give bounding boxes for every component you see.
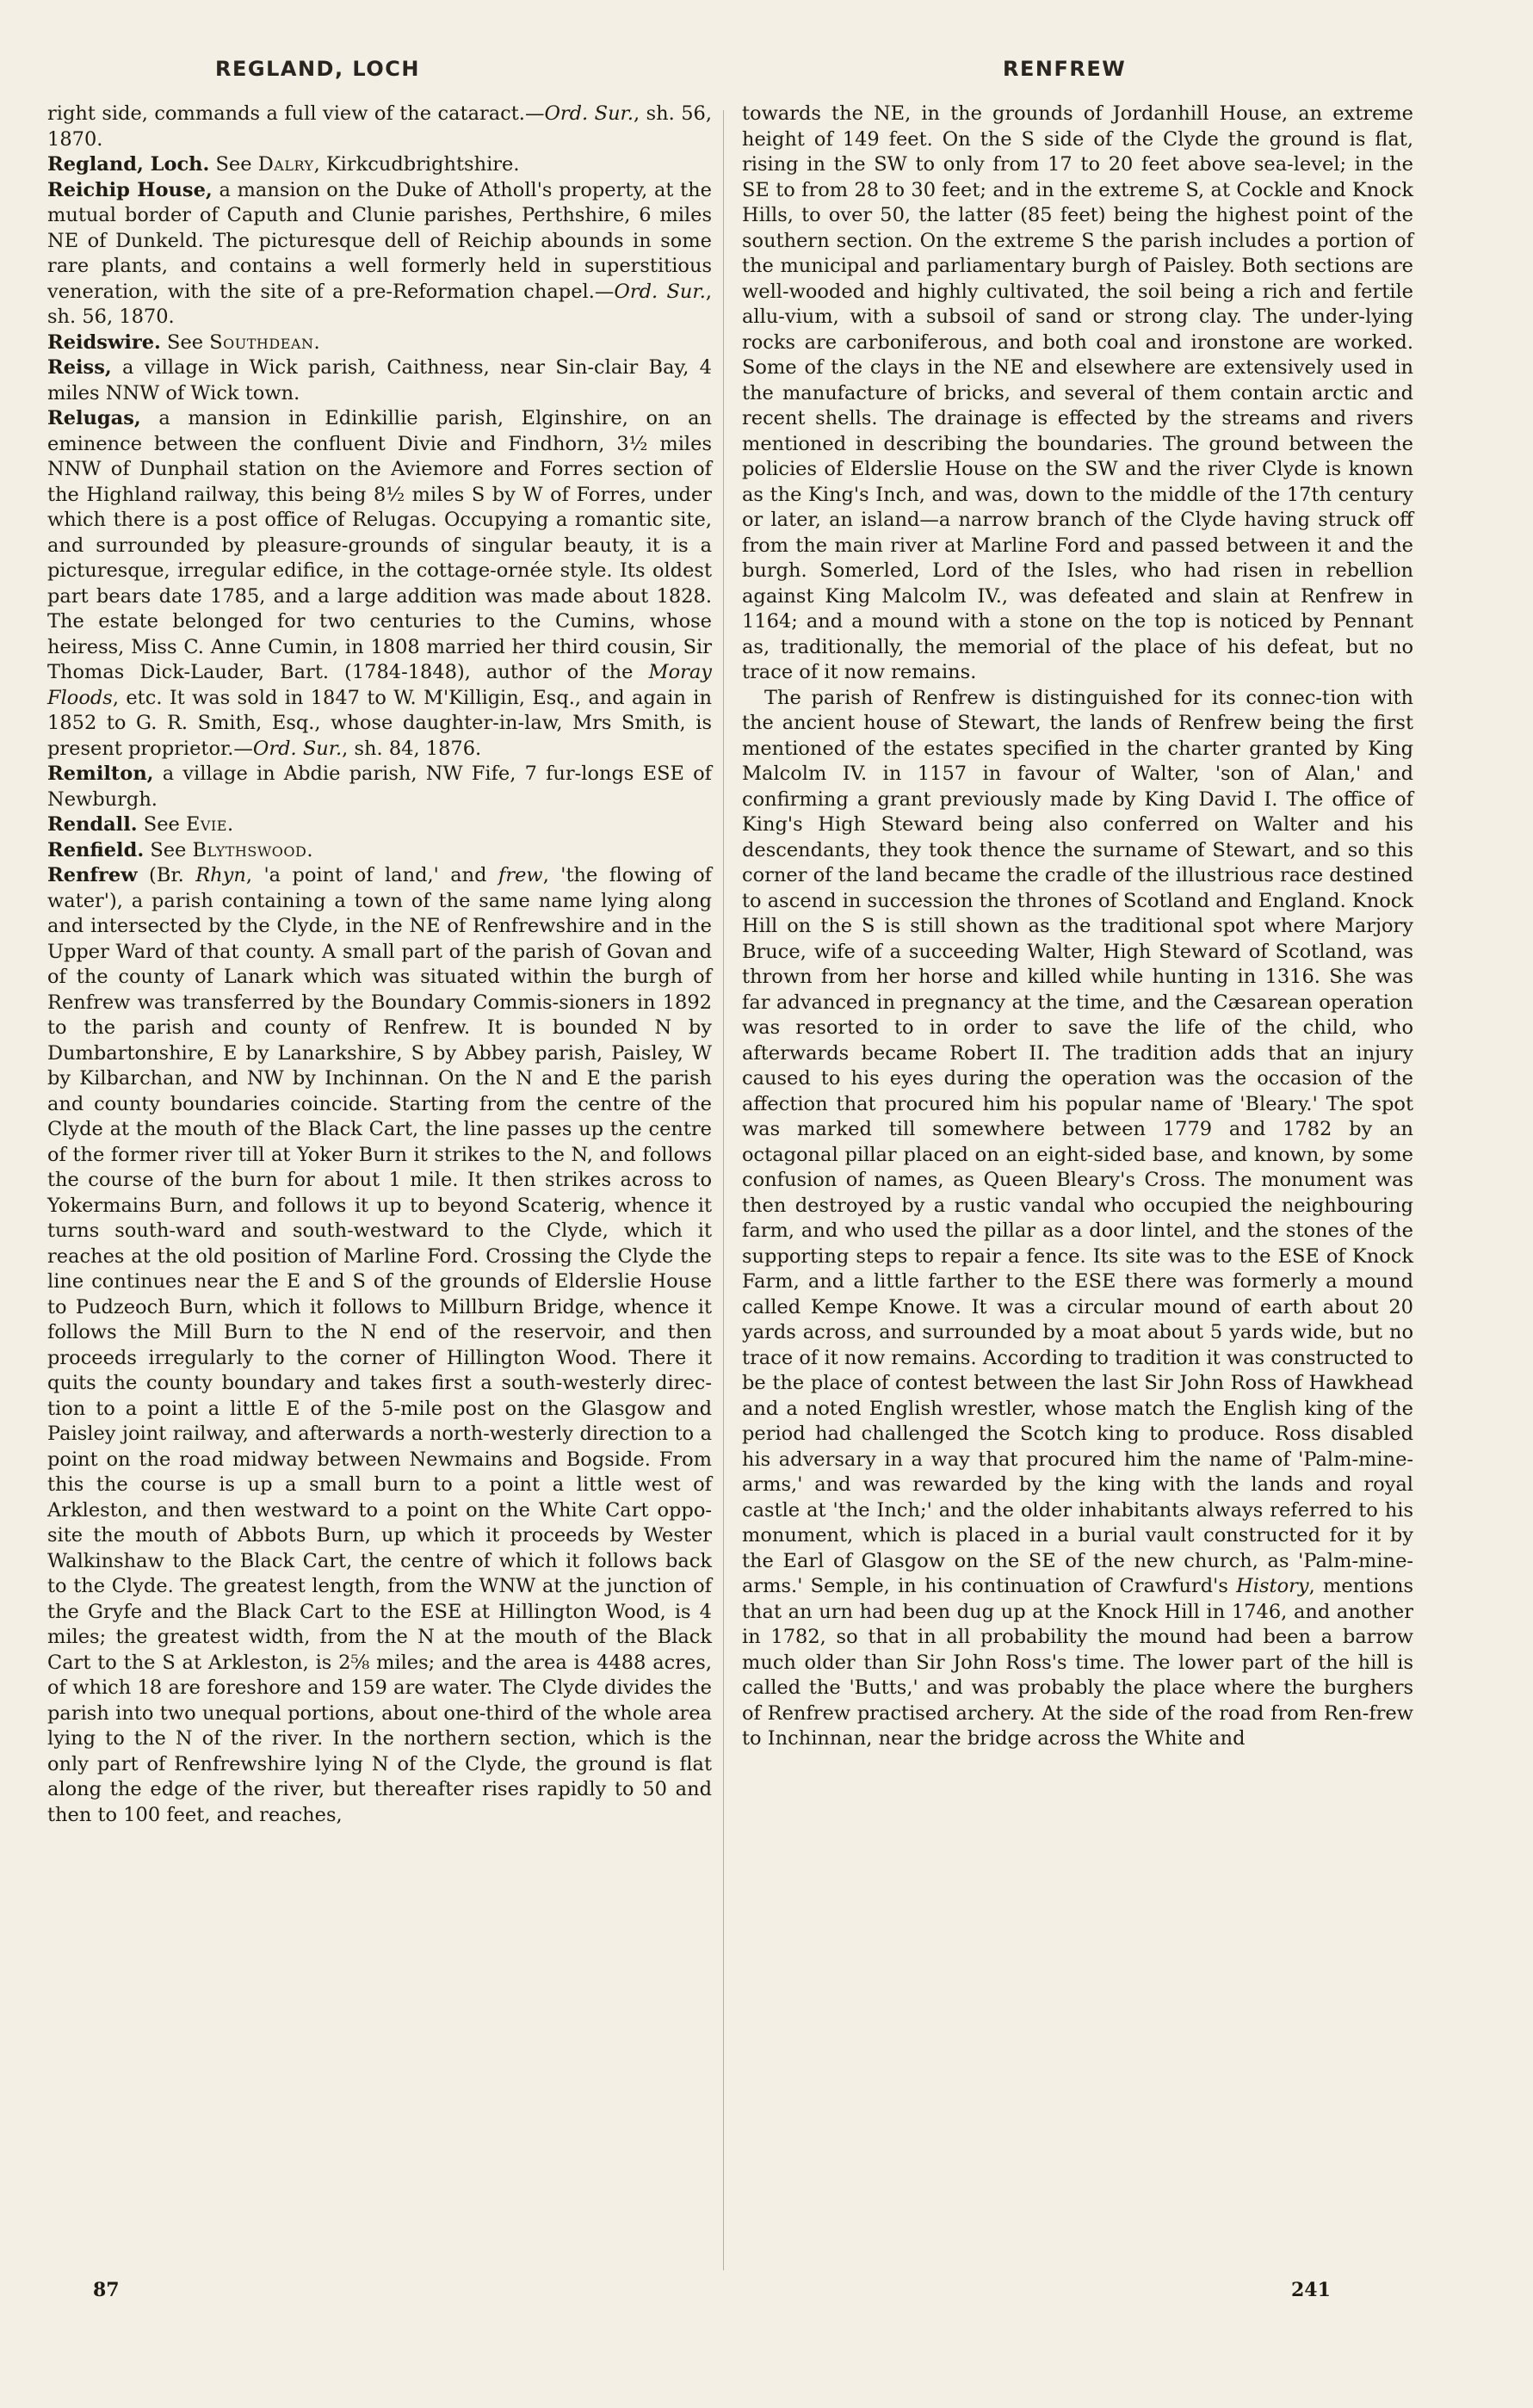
entry-headword: Renfield.: [47, 838, 145, 861]
paragraph: [742, 686, 1413, 1752]
entry-headword: Regland, Loch.: [47, 153, 210, 176]
paragraph: [47, 102, 712, 152]
text-run: , etc. It was sold in 1847 to W. M'Killigin, Esq., and again in 1852 to G. R. Smith, Esq., whose daughter-in-law, Mrs Smith, is present proprietor.—: [47, 686, 712, 760]
text-run: Rhyn: [195, 864, 246, 886]
entry-headword: Reidswire.: [47, 330, 161, 354]
entry-headword: Reichip House,: [47, 178, 213, 201]
cross-reference: Evie: [185, 813, 227, 836]
paragraph: [47, 178, 712, 330]
text-run: .: [226, 813, 234, 836]
entry-headword: Relugas,: [47, 407, 141, 429]
text-run: , Kirkcudbrightshire.: [313, 153, 520, 176]
left-text-column: [47, 102, 712, 1828]
text-run: frew: [498, 864, 543, 886]
running-header-right: RENFREW: [1003, 57, 1127, 81]
text-run: See: [137, 813, 186, 836]
text-run: towards the NE, in the grounds of Jordanhill House, an extreme height of 149 feet. On the S side of the Clyde the ground is flat, rising in the SW to only from 17 to 20 feet above sea-level; in the SE to from 28 to 30 feet; and in the extreme S, at Cockle and Knock Hills, to over 50, the latter (85 feet) being the highest point of the southern section. On the extreme S the parish includes a portion of the municipal and parliamentary burgh of Paisley. Both sections are well-wooded and highly cultivated, the soil being a rich and fertile allu-vium, with a subsoil of sand or strong clay. The under-lying rocks are carboniferous, and both coal and ironstone are worked. Some of the clays in the NE and elsewhere are extensively used in the manufacture of bricks, and several of them contain arctic and recent shells. The drainage is effected by the streams and rivers mentioned in describing the boundaries. The ground between the policies of Elderslie House on the SW and the river Clyde is known as the King's Inch, and was, down to the middle of the 17th century or later, an island—a narrow branch of the Clyde having struck off from the main river at Marline Ford and passed between it and the burgh. Somerled, Lord of the Isles, who had risen in rebellion against King Malcolm IV., was defeated and slain at Renfrew in 1164; and a mound with a stone on the top is noticed by Pennant as, traditionally, the memorial of the place of his defeat, but no trace of it now remains.: [742, 102, 1413, 683]
page-number-right: 241: [1291, 2279, 1331, 2301]
text-run: .: [313, 330, 320, 354]
text-run: Ord. Sur.: [544, 102, 634, 125]
text-run: , mentions that an urn had been dug up at the Knock Hill in 1746, and another in 1782, so that in all probability the mound had been a barrow much older than Sir John Ross's time. The lower part of the hill is called the 'Butts,' and was probably the place where the burghers of Renfrew practised archery. At the side of the road from Ren-frew to Inchinnan, near the bridge across the White and: [742, 1575, 1413, 1750]
text-run: (Br.: [137, 864, 196, 886]
cross-reference: Southdean: [209, 330, 314, 354]
paragraph: [47, 152, 712, 178]
text-run: right side, commands a full view of the cataract.—: [47, 102, 545, 125]
running-header-left: REGLAND, LOCH: [215, 57, 420, 81]
text-run: The parish of Renfrew is distinguished for its connec-tion with the ancient house of Stewart, the lands of Renfrew being the first mentioned of the estates specified in the charter granted by King Malcolm IV. in 1157 in favour of Walter, 'son of Alan,' and confirming a grant previously made by King David I. The office of King's High Steward being also conferred on Walter and his descendants, they took thence the surname of Stewart, and so this corner of the land became the cradle of the illustrious race destined to ascend in succession the thrones of Scotland and England. Knock Hill on the S is still shown as the traditional spot where Marjory Bruce, wife of a succeeding Walter, High Steward of Scotland, was thrown from her horse and killed while hunting in 1316. She was far advanced in pregnancy at the time, and the Cæsarean operation was resorted to in order to save the life of the child, who afterwards became Robert II. The tradition adds that an injury caused to his eyes during the operation was the occasion of the affection that procured him his popular name of 'Bleary.' The spot was marked till somewhere between 1779 and 1782 by an octagonal pillar placed on an eight-sided base, and known, by some confusion of names, as Queen Bleary's Cross. The monument was then destroyed by a rustic vandal who occupied the neighbouring farm, and who used the pillar as a door lintel, and the stones of the supporting steps to repair a fence. Its site was to the ESE of Knock Farm, and a little farther to the ESE there was formerly a mound called Kempe Knowe. It was a circular mound of earth about 20 yards across, and surrounded by a moat about 5 yards wide, but no trace of it now remains. According to tradition it was constructed to be the place of contest between the last Sir John Ross of Hawkhead and a noted English wrestler, whose match the English king of the period had challenged the Scotch king to produce. Ross disabled his adversary in a way that procured him the name of 'Palm-mine-arms,' and was rewarded by the king with the lands and royal castle at 'the Inch;' and the older inhabitants always referred to his monument, which is placed in a burial vault constructed for it by the Earl of Glasgow on the SE of the new church, as 'Palm-mine-arms.' Semple, in his continuation of Crawfurd's: [742, 686, 1414, 1597]
paragraph: [47, 838, 712, 864]
entry-headword: Reiss,: [47, 356, 112, 379]
text-run: , sh. 56, 1870.: [47, 280, 713, 328]
text-run: Ord. Sur.: [614, 280, 706, 303]
entry-headword: Remilton,: [47, 763, 154, 785]
column-divider: [723, 110, 724, 2270]
text-run: History: [1236, 1575, 1309, 1597]
cross-reference: Dalry: [257, 153, 314, 176]
right-text-column: [742, 102, 1413, 1752]
paragraph: [47, 406, 712, 762]
text-run: a mansion on the Duke of Atholl's property, at the mutual border of Caputh and Clunie parishes, Perthshire, 6 miles NE of Dunkeld. The picturesque dell of Reichip abounds in some rare plants, and contains a well formerly held in superstitious veneration, with the site of a pre-Reformation chapel.—: [47, 178, 712, 303]
text-run: a village in Wick parish, Caithness, near Sin-clair Bay, 4 miles NNW of Wick town.: [47, 356, 712, 404]
text-run: .: [306, 838, 313, 861]
text-run: , sh. 56, 1870.: [47, 102, 713, 151]
text-run: , 'a point of land,' and: [245, 864, 499, 886]
text-run: , sh. 84, 1876.: [342, 737, 482, 760]
entry-headword: Renfrew: [47, 864, 138, 886]
text-run: a mansion in Edinkillie parish, Elginshire, on an eminence between the confluent Divie and Findhorn, 3½ miles NNW of Dunphail station on the Aviemore and Forres section of the Highland railway, this being 8½ miles S by W of Forres, under which there is a post office of Relugas. Occupying a romantic site, and surrounded by pleasure-grounds of singular beauty, it is a picturesque, irregular edifice, in the cottage-ornée style. Its oldest part bears date 1785, and a large addition was made about 1828. The estate belonged for two centuries to the Cumins, whose heiress, Miss C. Anne Cumin, in 1808 married her third cousin, Sir Thomas Dick-Lauder, Bart. (1784-1848), author of the: [47, 407, 712, 683]
paragraph: [742, 102, 1413, 686]
paragraph: [47, 330, 712, 356]
text-run: See: [160, 330, 210, 354]
text-run: a village in Abdie parish, NW Fife, 7 fur-longs ESE of Newburgh.: [47, 763, 712, 811]
text-run: Moray Floods: [47, 661, 712, 709]
text-run: See: [144, 838, 193, 861]
text-run: See: [209, 153, 258, 176]
text-run: Ord. Sur.: [252, 737, 343, 760]
page-number-left: 87: [93, 2279, 120, 2301]
entry-headword: Rendall.: [47, 813, 138, 836]
paragraph: [47, 762, 712, 812]
paragraph: [47, 812, 712, 838]
cross-reference: Blythswood: [192, 838, 307, 861]
text-run: , 'the flowing of water'), a parish containing a town of the same name lying along and intersected by the Clyde, in the NE of Renfrewshire and in the Upper Ward of that county. A small part of the parish of Govan and of the county of Lanark which was situated within the burgh of Renfrew was transferred by the Boundary Commis-sioners in 1892 to the parish and county of Renfrew. It is bounded N by Dumbartonshire, E by Lanarkshire, S by Abbey parish, Paisley, W by Kilbarchan, and NW by Inchinnan. On the N and E the parish and county boundaries coincide. Starting from the centre of the Clyde at the mouth of the Black Cart, the line passes up the centre of the former river till at Yoker Burn it strikes to the N, and follows the course of the burn for about 1 mile. It then strikes across to Yokermains Burn, and follows it up to beyond Scaterig, whence it turns south-ward and south-westward to the Clyde, which it reaches at the old position of Marline Ford. Crossing the Clyde the line continues near the E and S of the grounds of Elderslie House to Pudzeoch Burn, which it follows to Millburn Bridge, whence it follows the Mill Burn to the N end of the reservoir, and then proceeds irregularly to the corner of Hillington Wood. There it quits the county boundary and takes first a south-westerly direc-tion to a point a little E of the 5-mile post on the Glasgow and Paisley joint railway, and afterwards a north-westerly direction to a point on the road midway between Newmains and Bogside. From this the course is up a small burn to a point a little west of Arkleston, and then westward to a point on the White Cart oppo-site the mouth of Abbots Burn, up which it proceeds by Wester Walkinshaw to the Black Cart, the centre of which it follows back to the Clyde. The greatest length, from the WNW at the junction of the Gryfe and the Black Cart to the ESE at Hillington Wood, is 4 miles; the greatest width, from the N at the mouth of the Black Cart to the S at Arkleston, is 2⅝ miles; and the area is 4488 acres, of which 18 are foreshore and 159 are water. The Clyde divides the parish into two unequal portions, about one-third of the whole area lying to the N of the river. In the northern section, which is the only part of Renfrewshire lying N of the Clyde, the ground is flat along the edge of the river, but thereafter rises rapidly to 50 and then to 100 feet, and reaches,: [47, 864, 712, 1826]
paragraph: [47, 355, 712, 406]
paragraph: [47, 863, 712, 1828]
